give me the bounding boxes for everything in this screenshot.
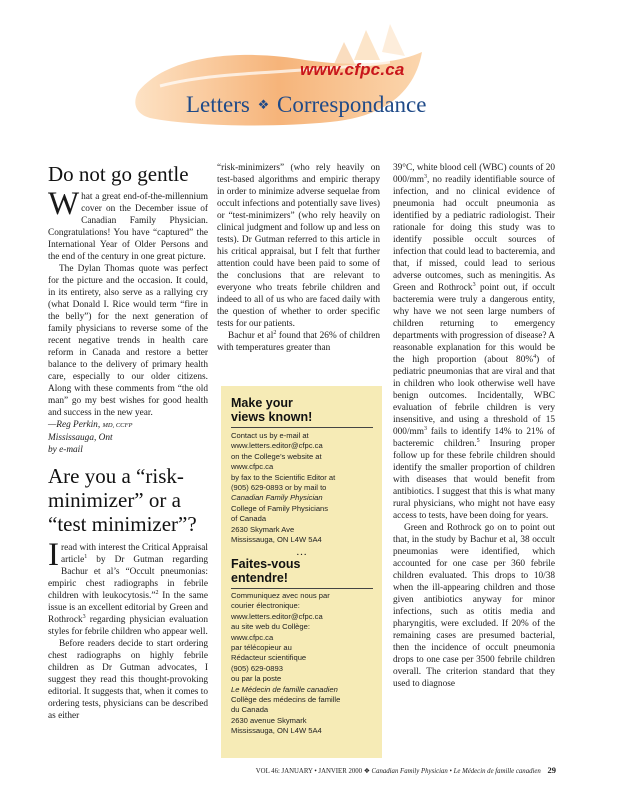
letter1-via: by e-mail	[48, 445, 83, 455]
letter2-col2-para2: Bachur et $al^2$ found that 26% of children with temperatures greater than	[217, 329, 380, 353]
page-number: 29	[547, 765, 556, 775]
section-heading	[186, 92, 426, 118]
website-link-en[interactable]: www.cfpc.ca	[231, 462, 274, 472]
letter2-para1: I read with interest the Critical Appraisal article$^1$ by Dr Gutman regarding Bachur et al’s “Occult pneumonias: empiric chest radiographs in febrile children with leukocytosis.”$^2$ In the same issue is an excellent editorial by Green and Rothrock$^3$ regarding physician evaluation styles for febrile children who appear well.	[48, 537, 208, 637]
footer-journal: Canadian Family Physician • Le Médecin de famille canadien	[371, 768, 541, 775]
page-footer	[224, 765, 556, 775]
letters-banner	[130, 22, 430, 140]
column-1	[48, 162, 208, 722]
box-fr-divider	[231, 588, 373, 589]
box-en-contact-text: Contact us by e-mail at www.letters.editor@cfpc.ca on the College’s website at www.cfpc.ca by fax to the Scientific Editor at (905) 629-0893 or by mail to Canadian Family Physician College of Family Physicians of Canada 2630 Skymark Ave Mississauga, ON L4W 5A4	[231, 431, 376, 545]
column-2	[217, 162, 380, 354]
letter1-para2: The Dylan Thomas quote was perfect for the picture and the occasion. It could, in its entirety, also serve as a rallying cry (what Donald I. Rice would term “fire in the belly”) for the next generation of family physicians to reverse some of the recent negative trends in health care reform in Canada and restore a better balance to the delivery of primary health care, especially to our older citizens. Along with these comments from “the old man” go my best wishes for good health and success in the new year.	[48, 264, 208, 418]
letter1-para1: What a great end-of-the-millennium cover on the December issue of Canadian Family Physician. Congratulations! You have “captured” the International Year of Older Persons and the end of the century in one great picture.	[48, 186, 208, 262]
letter2-title: Are you a “risk-minimizer” or a “test minimizer”?	[48, 464, 197, 536]
ornament-icon: ❖	[257, 97, 270, 112]
box-en-divider	[231, 427, 373, 428]
letter1-dropcap: W	[48, 186, 80, 222]
website-url: www.cfpc.ca	[300, 60, 405, 79]
box-en-title: Make your views known!	[231, 396, 313, 424]
footer-ornament-icon: ❖	[363, 768, 370, 775]
column-3	[393, 162, 555, 690]
email-link-en[interactable]: www.letters.editor@cfpc.ca	[231, 441, 323, 451]
box-fr-title: Faites-vous entendre!	[231, 557, 301, 585]
letter1-signature: —Reg Perkin, MD, CCFP	[48, 420, 133, 430]
box-fr-contact-text: Communiquez avec nous par courier électronique: www.letters.editor@cfpc.ca au site web du Collège: www.cfpc.ca par télécopieur au Rédacteur scientifique (905) 629-0893 ou par la poste Le Médecin de famille canadien Collège des médecins de famille du Canada 2630 avenue Skymark Mississauga, ON L4W 5A4	[231, 591, 376, 737]
footer-volume: VOL 46: JANUARY • JANVIER 2000	[255, 768, 363, 775]
letter1-city: Mississauga, Ont	[48, 433, 113, 443]
box-ellipsis: …	[296, 546, 307, 558]
heading-letters: Letters	[186, 92, 250, 117]
banner-swoosh-graphic	[130, 22, 430, 140]
letter2-para2: Before readers decide to start ordering chest radiographs on highly febrile children as Dr Gutman advocates, I suggest they read this thought-provoking editorial. It suggests that, when it comes to ordering tests, physicians can be described as either	[48, 639, 208, 721]
website-link-fr[interactable]: www.cfpc.ca	[231, 632, 274, 642]
heading-correspondance: Correspondance	[277, 92, 427, 117]
letter2-col2-para1: “risk-minimizers” (who rely heavily on test-based algorithms and empiric therapy in order to minimize adverse sequelae from occult infections and potentially save lives) or “test-minimizers” (who rely heavily on clinical judgment and follow up and less on tests). Dr Gutman referred to this article in his critical appraisal, but I felt that further attention could have been paid to some of the conclusions that are relevant to everyone who treats febrile children and indeed to all of us who are faced daily with the question of whether to order specific tests for our patients.	[217, 163, 380, 329]
letter2-dropcap: I	[48, 537, 59, 573]
contact-sidebar-box	[221, 386, 382, 758]
letter2-col3-para1: 39°C, white blood cell (WBC) counts of 20 $000/mm^3$, no readily identifiable source of infection, and no clinical evidence of pneumonia had occult pneumonia as identified by a pediatric radiologist. Their rationale for doing this study was to identify possible occult sources of infection that could lead to bacteremia, and that, if missed, could lead to serious adverse outcomes, such as meningitis. As Green and Rothrock$^3$ point out, if occult bacteremia were truly a dangerous entity, why have we not seen large numbers of children returning to emergency departments with progression of disease? A reasonable explanation for this would be the high proportion (about 80%$^4$) of pediatric pneumonias that are viral and that in children who look otherwise well have benign outcomes. Incidentally, WBC evaluation of febrile children is very insensitive, and using a threshold of 15 $000/mm^3$ fails to identify 14% to 21% of bacteremic children.$^5$ Insuring proper follow up for these febrile children should identify the smaller proportion of children with diseases that would benefit from antibiotics. I suggest that this is what many rural physicians, who might not have easy access to tests, have been doing for years.	[393, 163, 555, 521]
letter2-col3-para2: Green and Rothrock go on to point out that, in the study by Bachur et al, 38 occult pneumonias were identified, which accounted for one case per 360 febrile children evaluated. This drops to 10/38 when the ill-appearing children and those given antibiotics anyway for minor infections, such as otitis media and pharyngitis, were excluded. If 20% of the remaining cases are presumed bacterial, then the incidence of occult pneumonia drops to one case per 3500 febrile children overall. The criterion standard that they used to diagnose	[393, 523, 555, 689]
letter1-title: Do not go gentle	[48, 162, 189, 186]
email-link-fr[interactable]: www.letters.editor@cfpc.ca	[231, 611, 323, 621]
